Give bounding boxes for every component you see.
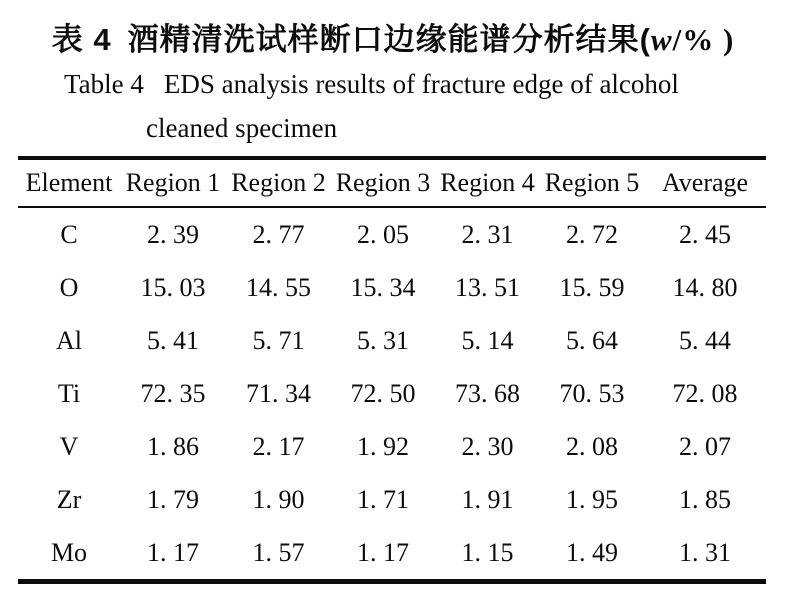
- element-symbol: V: [59, 431, 79, 461]
- value-cell: 2. 07: [679, 431, 731, 461]
- column-header: Region 3: [335, 168, 431, 197]
- value-cell: 1. 79: [147, 484, 199, 514]
- table-row: [18, 261, 766, 314]
- value-cell: 2. 39: [147, 219, 199, 249]
- value-cell: 71. 34: [246, 378, 311, 408]
- value-cell: 1. 71: [357, 484, 409, 514]
- value-cell: 1. 86: [147, 431, 199, 461]
- element-symbol: Al: [56, 325, 82, 355]
- element-symbol: Ti: [57, 378, 81, 408]
- eds-results-table: [18, 156, 766, 584]
- value-cell: 2. 77: [252, 219, 305, 249]
- value-cell: 1. 49: [566, 537, 618, 567]
- column-header: Region 5: [544, 168, 640, 197]
- table-row: [18, 314, 766, 367]
- value-cell: 2. 30: [461, 431, 514, 461]
- value-cell: 1. 91: [461, 484, 514, 514]
- column-header: Region 4: [440, 168, 535, 197]
- value-cell: 1. 85: [679, 484, 731, 514]
- table-row: [18, 420, 766, 473]
- value-cell: 1. 92: [357, 431, 409, 461]
- table-header-row: [18, 158, 766, 207]
- value-cell: 1. 95: [566, 484, 618, 514]
- unit-suffix: /% ): [672, 22, 735, 57]
- value-cell: 5. 44: [679, 325, 731, 355]
- element-symbol: O: [59, 272, 79, 302]
- value-cell: 2. 05: [357, 219, 409, 249]
- value-cell: 70. 53: [559, 378, 625, 408]
- table-row: [18, 526, 766, 582]
- value-cell: 2. 08: [566, 431, 618, 461]
- value-cell: 15. 03: [140, 272, 206, 302]
- value-cell: 1. 17: [357, 537, 409, 567]
- table-header: [18, 158, 766, 207]
- value-cell: 1. 57: [252, 537, 305, 567]
- table-row: [18, 473, 766, 526]
- value-cell: 72. 50: [350, 378, 416, 408]
- table-row: [18, 207, 766, 261]
- table-caption-english-line1: [64, 69, 679, 100]
- value-cell: 2. 31: [461, 219, 514, 249]
- element-symbol: Zr: [56, 484, 82, 514]
- element-symbol: Mo: [50, 537, 88, 567]
- value-cell: 1. 90: [252, 484, 305, 514]
- value-cell: 5. 14: [461, 325, 514, 355]
- table-number-zh: 表 4: [51, 22, 112, 57]
- value-cell: 2. 45: [679, 219, 731, 249]
- column-header: Element: [25, 168, 113, 197]
- value-cell: 5. 41: [147, 325, 199, 355]
- value-cell: 15. 59: [559, 272, 625, 302]
- value-cell: 1. 15: [461, 537, 514, 567]
- column-header: Region 2: [231, 168, 326, 197]
- value-cell: 72. 08: [672, 378, 738, 408]
- value-cell: 73. 68: [455, 378, 520, 408]
- table-body: [18, 207, 766, 582]
- value-cell: 5. 31: [357, 325, 409, 355]
- value-cell: 14. 80: [672, 272, 738, 302]
- mass-fraction-symbol: w: [650, 22, 673, 57]
- element-symbol: C: [60, 219, 78, 249]
- value-cell: 15. 34: [350, 272, 416, 302]
- table-row: [18, 367, 766, 420]
- column-header: Region 1: [125, 168, 221, 197]
- table-caption-chinese: [0, 14, 786, 59]
- table-title-zh: 酒精清洗试样断口边缘能谱分析结果(: [127, 22, 651, 57]
- value-cell: 1. 31: [679, 537, 731, 567]
- value-cell: 14. 55: [246, 272, 311, 302]
- value-cell: 13. 51: [455, 272, 520, 302]
- value-cell: 5. 71: [252, 325, 305, 355]
- value-cell: 1. 17: [147, 537, 199, 567]
- table-title-en: EDS analysis results of fracture edge of alcohol: [163, 69, 679, 99]
- value-cell: 5. 64: [566, 325, 618, 355]
- value-cell: 72. 35: [140, 378, 206, 408]
- table-caption-english-line2: cleaned specimen: [146, 113, 338, 143]
- value-cell: 2. 72: [566, 219, 618, 249]
- column-header: Average: [661, 168, 749, 197]
- table-number-en: Table 4: [64, 69, 144, 99]
- value-cell: 2. 17: [252, 431, 305, 461]
